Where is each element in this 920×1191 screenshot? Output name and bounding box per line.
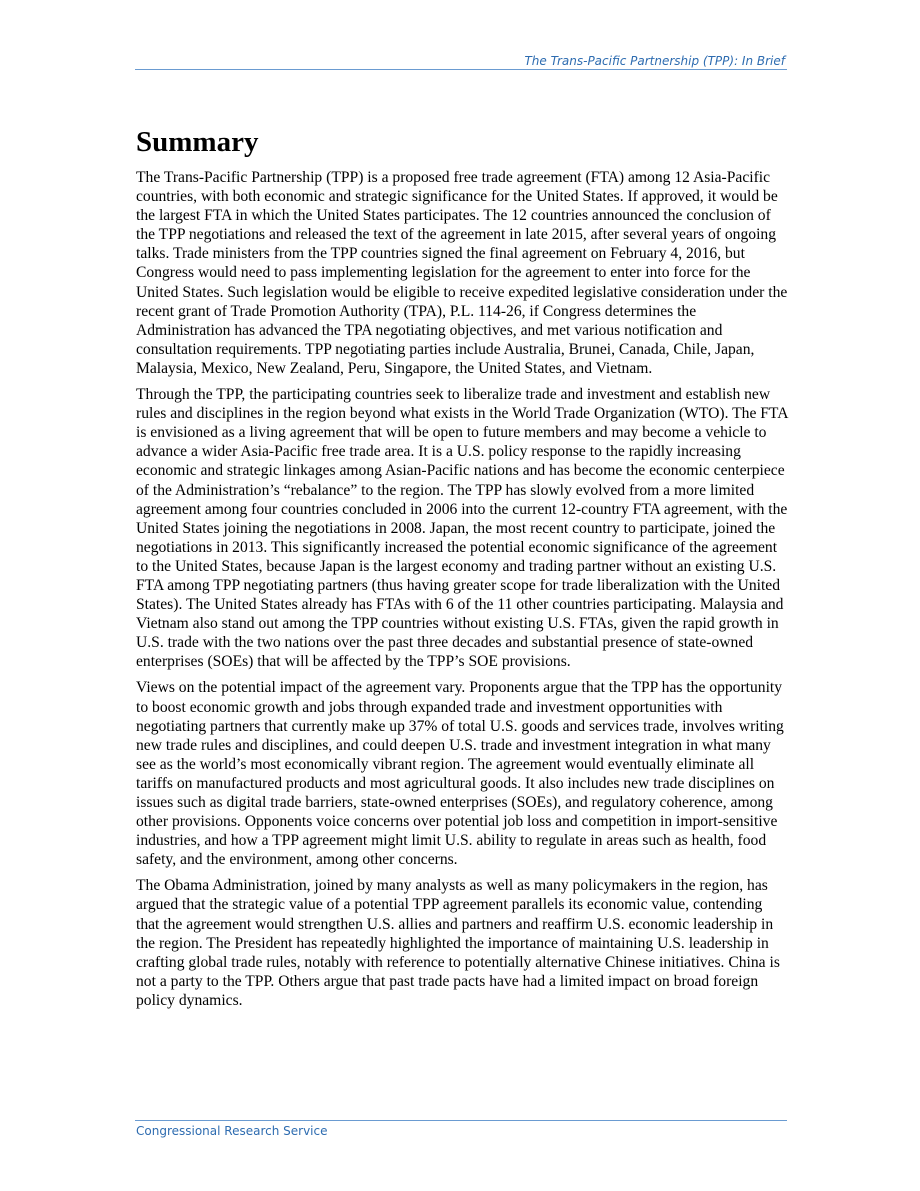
paragraph-2: Through the TPP, the participating countries seek to liberalize trade and investment and establish new rules and disciplines in the region beyond what exists in the World Trade Organization (WTO). The FTA is envisioned as a living agreement that will be open to future members and may become a vehicle to advance a wider Asia-Pacific free trade area. It is a U.S. policy response to the rapidly increasing economic and strategic linkages among Asian-Pacific nations and has become the economic centerpiece of the Administration’s “rebalance” to the region. The TPP has slowly evolved from a more limited agreement among four countries concluded in 2006 into the current 12-country FTA agreement, with the United States joining the negotiations in 2008. Japan, the most recent country to participate, joined the negotiations in 2013. This significantly increased the potential economic significance of the agreement to the United States, because Japan is the largest economy and trading partner without an existing U.S. FTA among TPP negotiating partners (thus having greater scope for trade liberalization with the United States). The United States already has FTAs with 6 of the 11 other countries participating. Malaysia and Vietnam also stand out among the TPP countries without existing U.S. FTAs, given the rapid growth in U.S. trade with the two nations over the past three decades and substantial presence of state-owned enterprises (SOEs) that will be affected by the TPP’s SOE provisions. bbox=[136, 386, 788, 671]
running-header-title: The Trans-Pacific Partnership (TPP): In Brief bbox=[524, 54, 785, 68]
section-heading: Summary bbox=[136, 126, 259, 158]
footer-divider bbox=[135, 1120, 787, 1121]
paragraph-1: The Trans-Pacific Partnership (TPP) is a proposed free trade agreement (FTA) among 12 Asia-Pacific countries, with both economic and strategic significance for the United States. If approved, it would be the largest FTA in which the United States participates. The 12 countries announced the conclusion of the TPP negotiations and released the text of the agreement in late 2015, after several years of ongoing talks. Trade ministers from the TPP countries signed the final agreement on February 4, 2016, but Congress would need to pass implementing legislation for the agreement to enter into force for the United States. Such legislation would be eligible to receive expedited legislative consideration under the recent grant of Trade Promotion Authority (TPA), P.L. 114-26, if Congress determines the Administration has advanced the TPA negotiating objectives, and met various notification and consultation requirements. TPP negotiating parties include Australia, Brunei, Canada, Chile, Japan, Malaysia, Mexico, New Zealand, Peru, Singapore, the United States, and Vietnam. bbox=[136, 169, 788, 377]
header-divider bbox=[135, 69, 787, 70]
paragraph-3: Views on the potential impact of the agreement vary. Proponents argue that the TPP has the opportunity to boost economic growth and jobs through expanded trade and investment opportunities with negotiating partners that currently make up 37% of total U.S. goods and services trade, involves writing new trade rules and disciplines, and could deepen U.S. trade and investment integration in what many see as the world’s most economically vibrant region. The agreement would eventually eliminate all tariffs on manufactured products and most agricultural goods. It also includes new trade disciplines on issues such as digital trade barriers, state-owned enterprises (SOEs), and regulatory coherence, among other provisions. Opponents voice concerns over potential job loss and competition in import-sensitive industries, and how a TPP agreement might limit U.S. ability to regulate in areas such as health, food safety, and the environment, among other concerns. bbox=[136, 679, 784, 869]
paragraph-4: The Obama Administration, joined by many analysts as well as many policymakers in the region, has argued that the strategic value of a potential TPP agreement parallels its economic value, contending that the agreement would strengthen U.S. allies and partners and reaffirm U.S. economic leadership in the region. The President has repeatedly highlighted the importance of maintaining U.S. leadership in crafting global trade rules, notably with reference to potentially alternative Chinese initiatives. China is not a party to the TPP. Others argue that past trade pacts have had a limited impact on broad foreign policy dynamics. bbox=[136, 877, 780, 1009]
summary-section bbox=[136, 124, 788, 1017]
footer-organization: Congressional Research Service bbox=[136, 1124, 328, 1138]
